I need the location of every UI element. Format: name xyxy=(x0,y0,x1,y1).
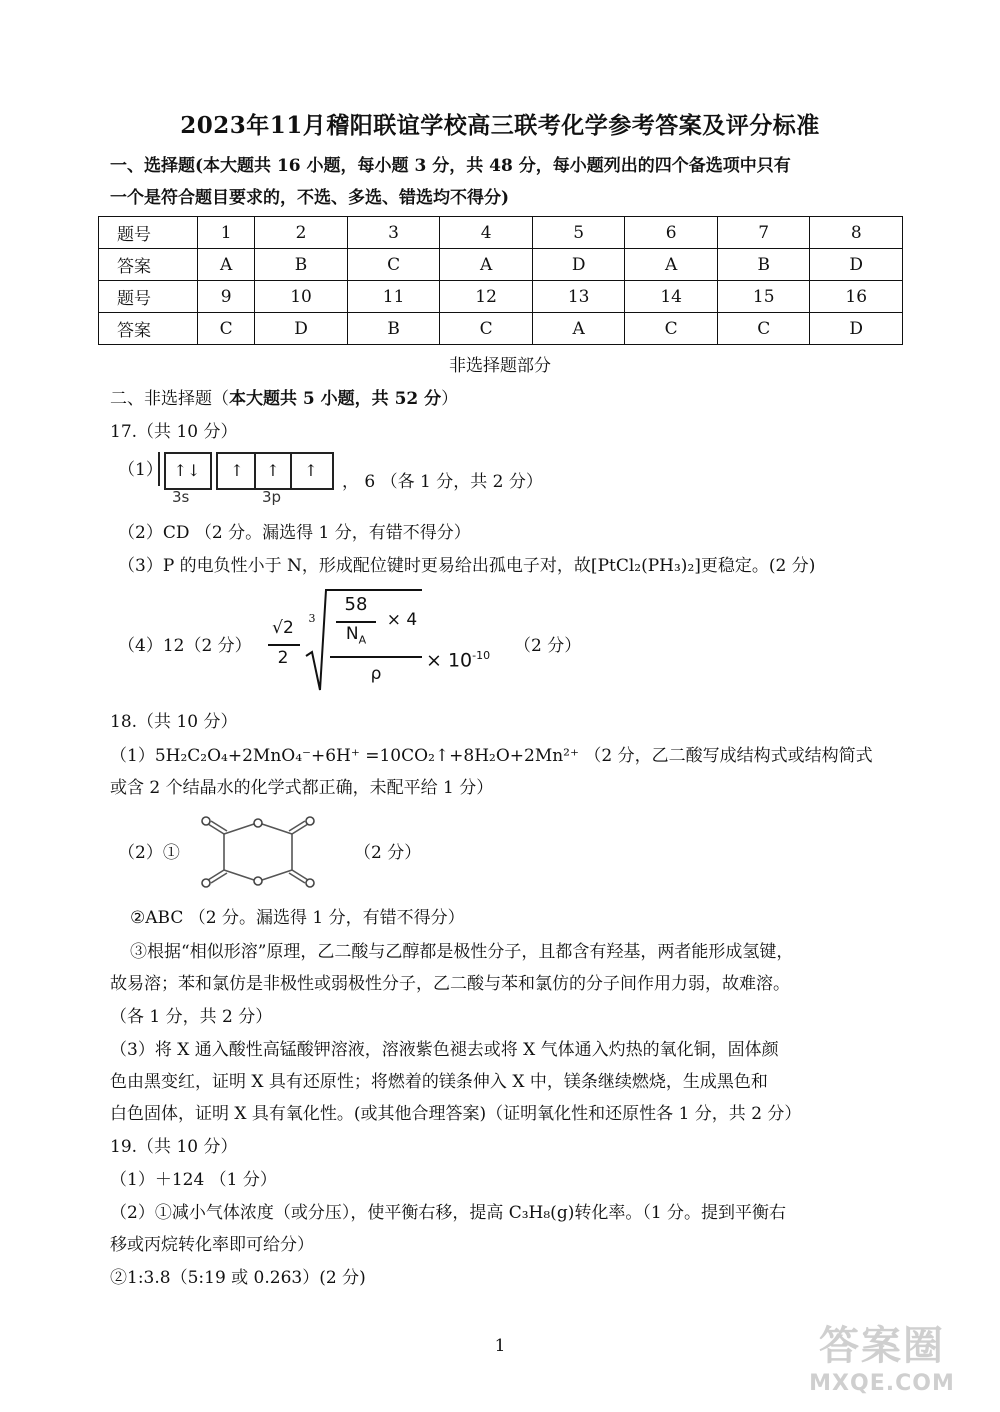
q18-p1-a: （1）5H₂C₂O₄+2MnO₄⁻+6H⁺ =10CO₂↑+8H₂O+2Mn²⁺ （2 分，乙二酸写成结构式或结构简式 xyxy=(110,746,873,766)
formula-frac-bar xyxy=(268,644,300,646)
q17-header: 17.（共 10 分） xyxy=(110,422,238,442)
formula-main-bar xyxy=(330,656,422,658)
q18-p2-3c: （各 1 分，共 2 分） xyxy=(110,1007,273,1027)
q17-p1-label: （1） xyxy=(118,460,163,480)
section2-bold: 本大题共 5 小题，共 52 分 xyxy=(229,389,442,409)
table-cell: C xyxy=(440,313,533,345)
table-cell: A xyxy=(625,249,718,281)
table-cell: A xyxy=(198,249,255,281)
table-cell: C xyxy=(347,249,440,281)
table-cell: 7 xyxy=(717,217,810,249)
section1-line2: 一个是符合题目要求的，不选、多选、错选均不得分) xyxy=(110,188,510,208)
formula-na-letter: N xyxy=(345,624,359,644)
table-cell: C xyxy=(198,313,255,345)
formula-two: 2 xyxy=(277,648,289,668)
table-cell: C xyxy=(717,313,810,345)
formula-rho: ρ xyxy=(370,664,382,684)
watermark-top: 答案圈 xyxy=(819,1323,945,1369)
orbital-bracket xyxy=(158,452,163,486)
table-cell: 15 xyxy=(717,281,810,313)
watermark xyxy=(792,1314,972,1396)
table-row xyxy=(99,249,903,281)
table-cell: D xyxy=(810,313,903,345)
table-cell: 9 xyxy=(198,281,255,313)
orbital-diagram-3s xyxy=(164,452,212,490)
table-cell: 5 xyxy=(532,217,625,249)
table-row-label: 题号 xyxy=(99,217,198,249)
section1-line1: 一、选择题(本大题共 16 小题，每小题 3 分，共 48 分，每小题列出的四个备选项中只有 xyxy=(110,156,791,176)
formula-na xyxy=(336,624,376,646)
orbital-box: ↑ xyxy=(256,454,292,488)
section2-prefix: 二、非选择题（ xyxy=(110,389,229,409)
q18-header: 18.（共 10 分） xyxy=(110,712,238,732)
formula-cube-index: 3 xyxy=(308,612,316,625)
table-row-label: 题号 xyxy=(99,281,198,313)
nonchoice-heading: 非选择题部分 xyxy=(449,356,551,376)
q19-p2c: ②1:3.8（5:19 或 0.263）(2 分) xyxy=(110,1268,366,1288)
q18-p3a: （3）将 X 通入酸性高锰酸钾溶液，溶液紫色褪去或将 X 气体通入灼热的氧化铜，固体颜 xyxy=(110,1040,779,1060)
q17-p3: （3）P 的电负性小于 N，形成配位键时更易给出孤电子对，故[PtCl₂(PH₃)₂]更稳定。(2 分) xyxy=(118,556,816,576)
table-row xyxy=(99,281,903,313)
table-cell: 13 xyxy=(532,281,625,313)
section2-heading xyxy=(110,387,458,411)
table-cell: 8 xyxy=(810,217,903,249)
q18-p2-score: （2 分） xyxy=(354,843,422,863)
orbital-label-3p: 3p xyxy=(262,488,282,506)
formula-58: 58 xyxy=(344,594,368,615)
table-row-label: 答案 xyxy=(99,249,198,281)
table-cell: 12 xyxy=(440,281,533,313)
table-cell: 1 xyxy=(198,217,255,249)
table-cell: D xyxy=(810,249,903,281)
table-cell: 14 xyxy=(625,281,718,313)
formula-times4: × 4 xyxy=(386,610,418,630)
formula-exp-base: × 10 xyxy=(426,649,473,672)
table-cell: A xyxy=(532,313,625,345)
table-cell: 16 xyxy=(810,281,903,313)
table-row-label: 答案 xyxy=(99,313,198,345)
q18-p2-label: （2）① xyxy=(118,843,180,863)
oxalic-anhydride-structure xyxy=(196,812,320,892)
table-cell: D xyxy=(255,313,348,345)
q17-p1-tail: ， 6 （各 1 分，共 2 分） xyxy=(342,472,543,492)
orbital-box: ↑ xyxy=(304,461,318,480)
q19-p1: （1）＋124 （1 分） xyxy=(110,1170,277,1190)
section2-suffix: ） xyxy=(441,389,459,409)
q18-p3b: 色由黑变红，证明 X 具有还原性；将燃着的镁条伸入 X 中，镁条继续燃烧，生成黑色和 xyxy=(110,1072,768,1092)
table-row xyxy=(99,217,903,249)
table-cell: B xyxy=(347,313,440,345)
page-number: 1 xyxy=(494,1336,506,1356)
formula-sqrt2: √2 xyxy=(272,618,294,638)
q19-p2a: （2）①减小气体浓度（或分压），使平衡右移，提高 C₃H₈(g)转化率。（1 分。提到平衡右 xyxy=(110,1203,787,1223)
q17-p4-tail: （2 分） xyxy=(514,636,582,656)
table-cell: B xyxy=(717,249,810,281)
page-title: 2023年11月稽阳联谊学校高三联考化学参考答案及评分标准 xyxy=(180,112,820,139)
table-cell: B xyxy=(255,249,348,281)
q17-p4-label: （4）12（2 分） xyxy=(118,636,252,656)
table-cell: 10 xyxy=(255,281,348,313)
table-cell: A xyxy=(440,249,533,281)
answer-table xyxy=(98,216,903,345)
formula-na-sub: A xyxy=(358,633,367,647)
q18-p2-2: ②ABC （2 分。漏选得 1 分，有错不得分） xyxy=(130,908,465,928)
table-cell: D xyxy=(532,249,625,281)
orbital-box: ↑↓ xyxy=(173,461,201,480)
table-cell: 11 xyxy=(347,281,440,313)
q19-p2b: 移或丙烷转化率即可给分） xyxy=(110,1235,314,1255)
watermark-bottom: MXQE.COM xyxy=(809,1371,955,1396)
orbital-label-3s: 3s xyxy=(172,488,190,506)
orbital-box: ↑ xyxy=(220,454,256,488)
q19-header: 19.（共 10 分） xyxy=(110,1137,238,1157)
q18-p2-3a: ③根据“相似形溶”原理，乙二酸与乙醇都是极性分子，且都含有羟基，两者能形成氢键， xyxy=(130,942,794,962)
q18-p2-3b: 故易溶；苯和氯仿是非极性或弱极性分子，乙二酸与苯和氯仿的分子间作用力弱，故难溶。 xyxy=(110,974,790,994)
formula-exp-power: -10 xyxy=(472,649,491,662)
table-cell: 6 xyxy=(625,217,718,249)
q18-p1-b: 或含 2 个结晶水的化学式都正确，未配平给 1 分） xyxy=(110,778,494,798)
table-cell: 2 xyxy=(255,217,348,249)
table-row xyxy=(99,313,903,345)
table-cell: 4 xyxy=(440,217,533,249)
formula-inner-bar xyxy=(336,621,376,623)
table-cell: 3 xyxy=(347,217,440,249)
formula-exp xyxy=(426,644,490,672)
table-cell: C xyxy=(625,313,718,345)
orbital-diagram-3p xyxy=(216,452,334,490)
q18-p3c: 白色固体，证明 X 具有氧化性。(或其他合理答案)（证明氧化性和还原性各 1 分，共 2 分） xyxy=(110,1104,802,1124)
q17-p2: （2）CD （2 分。漏选得 1 分，有错不得分） xyxy=(118,523,471,543)
